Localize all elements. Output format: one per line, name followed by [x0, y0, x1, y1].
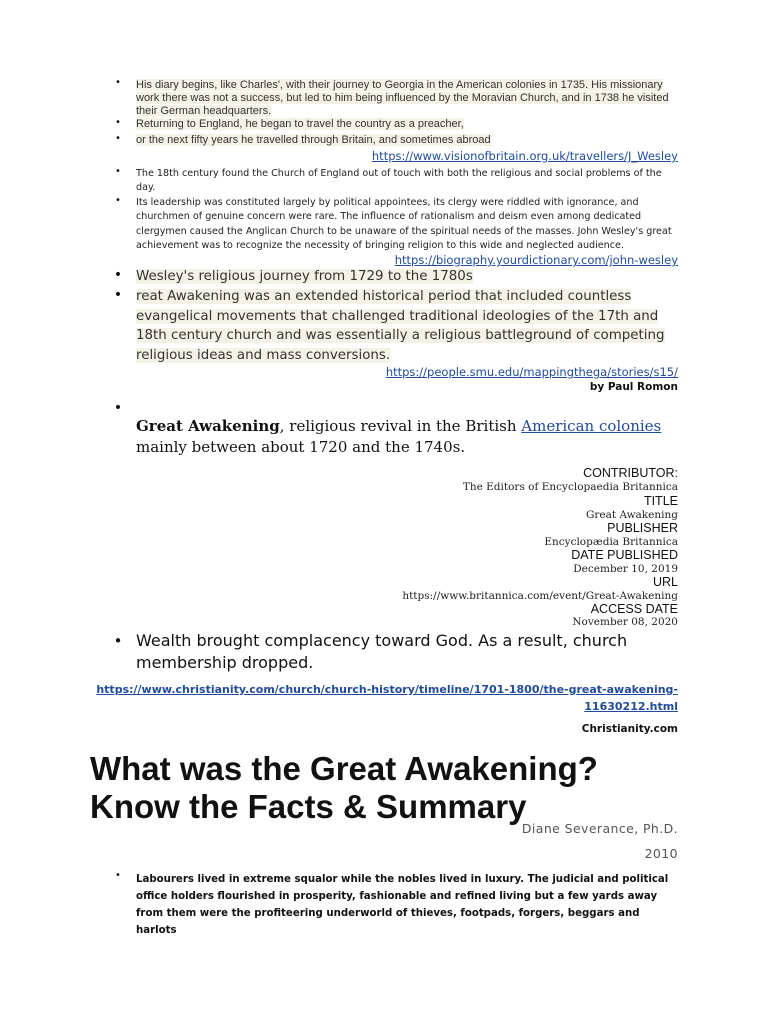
list-item: Returning to England, he began to travel the country as a preacher, — [136, 118, 464, 130]
source-link-line2[interactable]: 11630212.html — [584, 700, 678, 713]
heading-line2: Know the Facts & Summary — [90, 788, 527, 825]
list-item: Wesley's religious journey from 1729 to the 1780s — [136, 269, 473, 284]
list-item: or the next fifty years he travelled through Britain, and sometimes abroad — [136, 134, 491, 146]
source-link[interactable]: https://people.smu.edu/mappingthega/stories/s15/ — [385, 365, 678, 379]
list-item: His diary begins, like Charles', with their journey to Georgia in the American colonies in 1735. His missionary work there was not a success, but led to him being influenced by the Moravian Church, and in 1738 he visited their German headquarters. — [136, 79, 669, 117]
bullet: • — [115, 195, 121, 206]
url-label: URL — [652, 575, 678, 589]
list-item: reat Awakening was an extended historical period that included countless evangelical movements that challenged traditional ideologies of the 17th and 18th century church and was essentially a religious battleground of competing religious ideas and mass conversions. — [136, 289, 665, 363]
bullet: • — [115, 117, 121, 128]
definition-paragraph: Great Awakening, religious revival in the British American colonies mainly between about 1720 and the 1740s. — [136, 417, 662, 456]
bullet: • — [115, 133, 121, 144]
source-name: Christianity.com — [581, 723, 678, 735]
list-item: Its leadership was constituted largely by political appointees, its clergy were riddled with ignorance, and churchmen of genuine concern were rare. The influence of rationalism and deism even among dedicated clergymen caused the Anglican Church to be unaware of the spiritual needs of the masses. John Wesley's great achievement was to recognize the necessity of bringing religion to this wide and neglected audience. — [136, 197, 672, 251]
list-item: Wealth brought complacency toward God. As a result, church membership dropped. — [136, 631, 628, 672]
author-credit: by Paul Romon — [589, 381, 678, 393]
page-heading — [90, 750, 730, 826]
term: Great Awakening — [136, 417, 280, 435]
bullet: • — [113, 287, 123, 303]
url-value[interactable]: https://www.britannica.com/event/Great-Awakening — [402, 590, 678, 602]
list-item: The 18th century found the Church of England out of touch with both the religious and social problems of the day. — [136, 168, 662, 193]
title-value: Great Awakening — [586, 509, 678, 521]
bullet: • — [115, 77, 121, 88]
source-link[interactable]: https://biography.yourdictionary.com/john-wesley — [394, 253, 678, 267]
bullet: • — [115, 870, 121, 881]
american-colonies-link[interactable]: American colonies — [521, 417, 662, 435]
bullet: • — [113, 400, 123, 416]
heading-author: Diane Severance, Ph.D. — [521, 821, 678, 836]
title-label: TITLE — [643, 494, 678, 508]
contributor-value[interactable]: The Editors of Encyclopaedia Britannica — [462, 481, 678, 493]
access-date-label: ACCESS DATE — [590, 602, 678, 616]
source-link[interactable]: https://www.visionofbritain.org.uk/travellers/J_Wesley — [371, 149, 678, 163]
heading-year: 2010 — [644, 846, 678, 861]
source-link-line1[interactable]: https://www.christianity.com/church/church-history/timeline/1701-1800/the-great-awakening- — [96, 683, 678, 696]
contributor-label: CONTRIBUTOR: — [583, 466, 678, 480]
list-item: Labourers lived in extreme squalor while the nobles lived in luxury. The judicial and political office holders flourished in prosperity, fashionable and refined living but a few yards away from them were the profiteering underworld of thieves, footpads, forgers, beggars and harlots — [136, 874, 669, 936]
publisher-label: PUBLISHER — [607, 521, 678, 535]
bullet: • — [113, 267, 123, 283]
heading-line1: What was the Great Awakening? — [90, 750, 598, 787]
date-published-label: DATE PUBLISHED — [571, 548, 678, 562]
date-published-value: December 10, 2019 — [573, 563, 678, 575]
access-date-value: November 08, 2020 — [572, 616, 678, 628]
publisher-value: Encyclopædia Britannica — [544, 536, 678, 548]
bullet: • — [115, 166, 121, 177]
bullet: • — [113, 632, 123, 650]
